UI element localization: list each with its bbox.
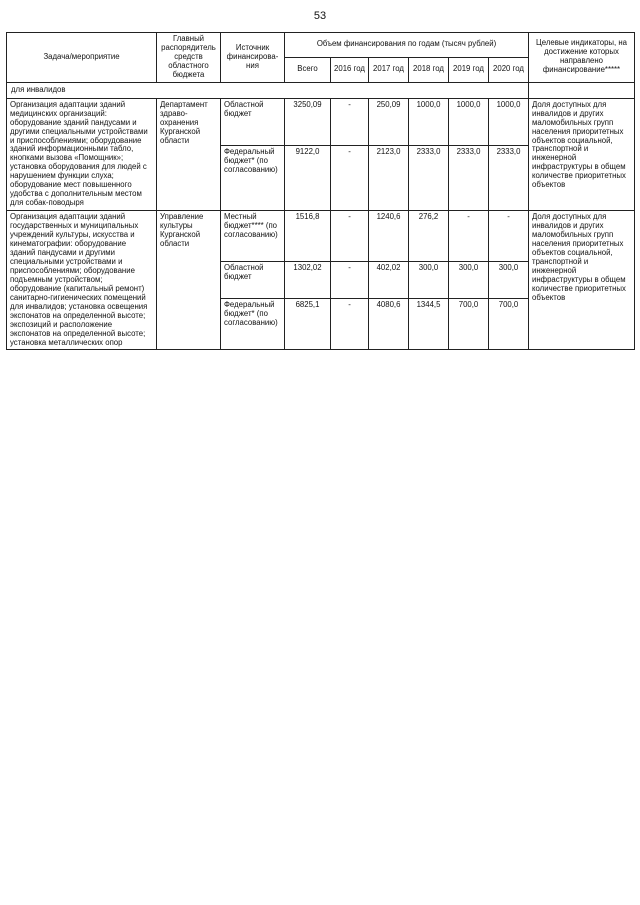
- total-cell: 1516,8: [285, 211, 331, 262]
- year-2020-cell: -: [489, 211, 529, 262]
- table-row: [7, 211, 635, 262]
- target-cell: Доля доступных для инвалидов и других маломобильных групп населения приоритетных объектов социальной, транспортной и инженерной инфраструктуры в общем количестве приоритетных объектов: [529, 98, 635, 210]
- table-row: [7, 98, 635, 145]
- year-2016-cell: -: [331, 211, 369, 262]
- year-2019-cell: 1000,0: [449, 98, 489, 145]
- manager-cell: Департамент здраво-охранения Курганской области: [157, 98, 221, 210]
- year-2018-cell: 276,2: [409, 211, 449, 262]
- source-cell: Местный бюджет**** (по согласованию): [221, 211, 285, 262]
- year-2019-cell: 700,0: [449, 299, 489, 350]
- section-title: для инвалидов: [7, 82, 529, 98]
- year-2016-cell: -: [331, 145, 369, 210]
- task-cell: Организация адаптации зданий государственных и муниципальных учреждений культуры, искусства и кинематографии: оборудование зданий пандусами и другими специальными устройствами и приспособлениями; оборудование подъемным устройством; оборудование (капитальный ремонт) санитарно-гигиенических помещений для инвалидов; установка освещения экспонатов на определенной высоте; экспозиций и расположение экспонатов на определенной высоте; установка металлических опор: [7, 211, 157, 350]
- source-cell: Федеральный бюджет* (по согласованию): [221, 299, 285, 350]
- year-2016-cell: -: [331, 98, 369, 145]
- year-2018-cell: 2333,0: [409, 145, 449, 210]
- year-2019-cell: 2333,0: [449, 145, 489, 210]
- source-cell: Областной бюджет: [221, 98, 285, 145]
- total-cell: 1302,02: [285, 262, 331, 299]
- header-volume: Объем финансирования по годам (тысяч рублей): [285, 33, 529, 58]
- year-2020-cell: 2333,0: [489, 145, 529, 210]
- source-cell: Областной бюджет: [221, 262, 285, 299]
- year-2020-cell: 700,0: [489, 299, 529, 350]
- financing-table: [6, 32, 635, 350]
- task-cell: Организация адаптации зданий медицинских организаций: оборудование зданий пандусами и другими специальными устройствами и приспособлениями; оборудование зданий информационными табло, кнопками вызова «Помощник»; установка оборудования для людей с нарушением функции слуха; оборудование мест повышенного удобства с дополнительным местом для собак-поводыря: [7, 98, 157, 210]
- year-2017-cell: 250,09: [369, 98, 409, 145]
- year-2020-cell: 1000,0: [489, 98, 529, 145]
- target-cell: Доля доступных для инвалидов и других маломобильных групп населения приоритетных объектов социальной, транспортной и инженерной инфраструктуры в общем количестве приоритетных объектов: [529, 211, 635, 350]
- year-2018-cell: 1344,5: [409, 299, 449, 350]
- year-2017-cell: 1240,6: [369, 211, 409, 262]
- total-cell: 6825,1: [285, 299, 331, 350]
- header-year-2019: 2019 год: [449, 57, 489, 82]
- total-cell: 3250,09: [285, 98, 331, 145]
- year-2017-cell: 402,02: [369, 262, 409, 299]
- year-2016-cell: -: [331, 299, 369, 350]
- total-cell: 9122,0: [285, 145, 331, 210]
- header-task: Задача/мероприятие: [7, 33, 157, 83]
- year-2017-cell: 4080,6: [369, 299, 409, 350]
- header-year-2017: 2017 год: [369, 57, 409, 82]
- manager-cell: Управление культуры Курганской области: [157, 211, 221, 350]
- header-year-2018: 2018 год: [409, 57, 449, 82]
- year-2016-cell: -: [331, 262, 369, 299]
- page-number: 53: [313, 10, 327, 22]
- header-source: Источник финансирова-ния: [221, 33, 285, 83]
- header-manager: Главный распорядитель средств областного бюджета: [157, 33, 221, 83]
- section-empty-cell: [529, 82, 635, 98]
- year-2019-cell: -: [449, 211, 489, 262]
- header-year-2016: 2016 год: [331, 57, 369, 82]
- section-row: [7, 82, 635, 98]
- year-2020-cell: 300,0: [489, 262, 529, 299]
- year-2018-cell: 1000,0: [409, 98, 449, 145]
- year-2017-cell: 2123,0: [369, 145, 409, 210]
- header-year-2020: 2020 год: [489, 57, 529, 82]
- source-cell: Федеральный бюджет* (по согласованию): [221, 145, 285, 210]
- year-2019-cell: 300,0: [449, 262, 489, 299]
- header-targets: Целевые индикаторы, на достижение которых направлено финансирование*****: [529, 33, 635, 83]
- year-2018-cell: 300,0: [409, 262, 449, 299]
- header-total: Всего: [285, 57, 331, 82]
